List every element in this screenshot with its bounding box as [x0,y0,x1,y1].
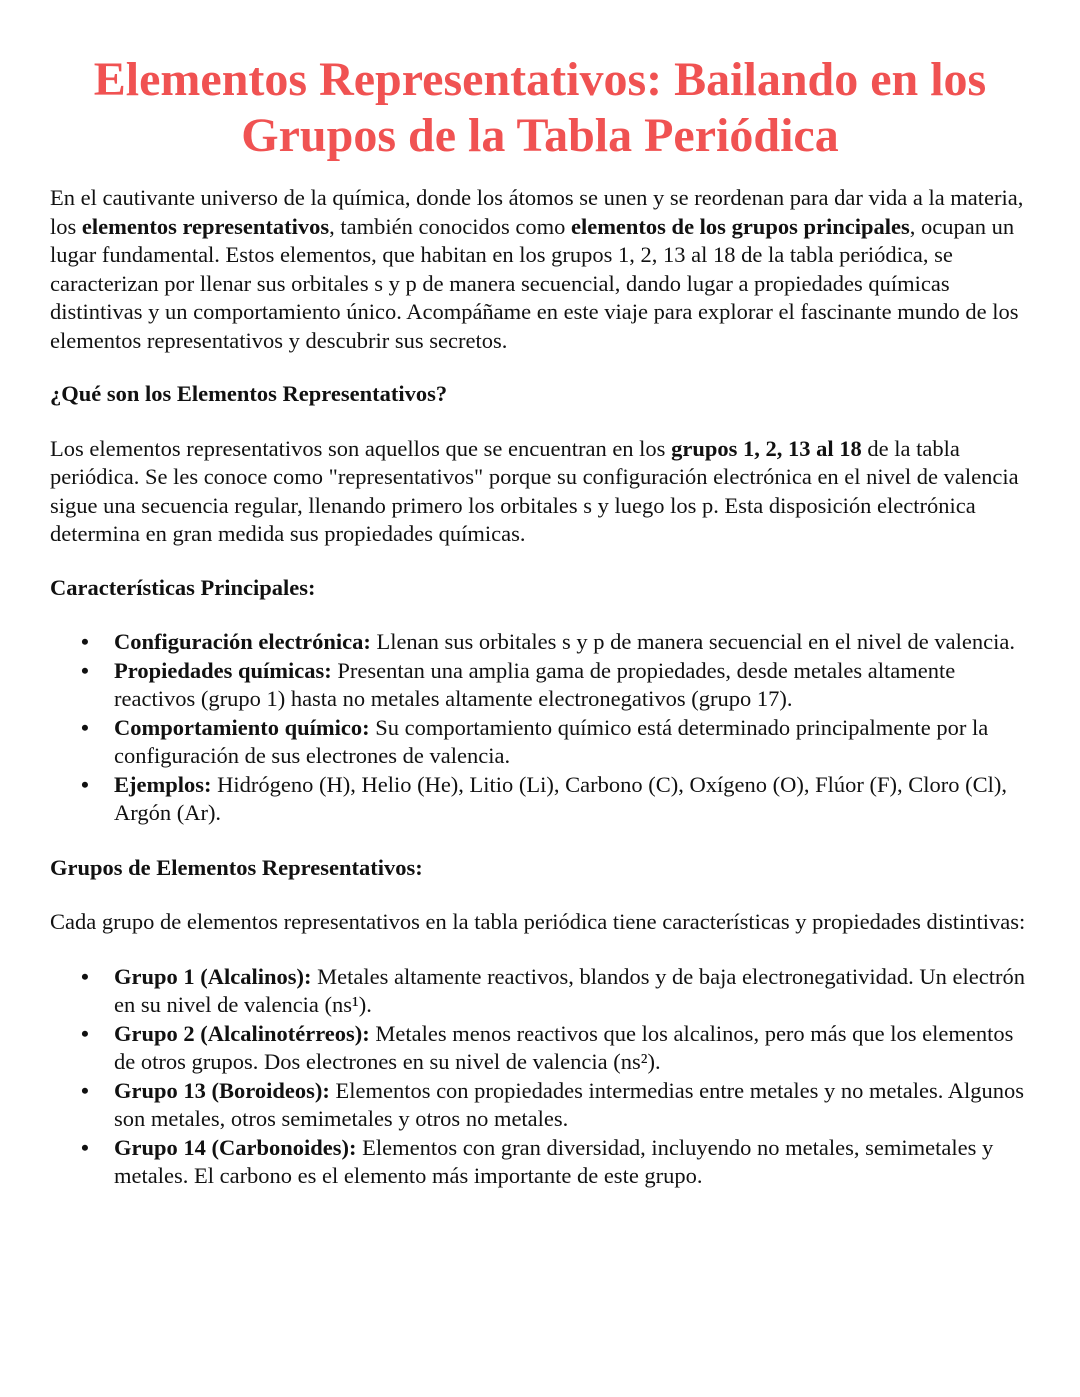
intro-paragraph [50,184,1030,355]
what-bold-1: grupos 1, 2, 13 al 18 [671,435,862,461]
item-label: Ejemplos: [114,771,212,797]
item-label: Propiedades químicas: [114,657,332,683]
item-label: Grupo 13 (Boroideos): [114,1077,330,1103]
section-heading-characteristics: Características Principales: [50,574,316,600]
item-text: Llenan sus orbitales s y p de manera secuencial en el nivel de valencia. [370,629,1015,654]
bullet-icon: • [81,1020,89,1046]
item-label: Comportamiento químico: [114,714,370,740]
bullet-icon: • [81,629,89,654]
intro-text-1: En el cautivante universo de la química, donde los átomos se unen y se reordenan para dar vida a la materia, los [50,185,1024,239]
document-title: Elementos Representativos: Bailando en los Grupos de la Tabla Periódica [93,53,987,162]
section-heading-what: ¿Qué son los Elementos Representativos? [50,381,448,406]
bullet-icon: • [81,657,89,683]
item-text: Elementos con gran diversidad, incluyendo no metales, semimetales y metales. El carbono es el elemento más importante de este grupo. [114,1134,994,1188]
item-text: Su comportamiento químico está determinado principalmente por la configuración de sus electrones de valencia. [114,714,989,768]
groups-intro-paragraph: Cada grupo de elementos representativos en la tabla periódica tiene características y propiedades distintivas: [50,909,1026,934]
list-item [81,1134,1030,1191]
list-item [81,714,1030,771]
bullet-icon: • [81,771,89,797]
list-item [81,963,1030,1020]
intro-bold-1: elementos representativos [81,213,330,239]
item-label: Grupo 1 (Alcalinos): [114,963,312,989]
list-item [81,628,1030,657]
item-label: Grupo 2 (Alcalinotérreos): [114,1020,370,1046]
characteristics-list [50,628,1030,828]
item-text: Metales altamente reactivos, blandos y de baja electronegatividad. Un electrón en su nivel de valencia (ns¹). [114,963,1025,1017]
list-item [81,657,1030,714]
intro-text-3: , ocupan un lugar fundamental. Estos elementos, que habitan en los grupos 1, 2, 13 al 18 de la tabla periódica, se caracterizan por llenar sus orbitales s y p de manera secuencial, dando lugar a propiedades químicas distintivas y un comportamiento único. Acompáñame en este viaje para explorar el fascinante mundo de los elementos representativos y descubrir sus secretos. [50,213,1019,353]
what-paragraph [50,435,1030,549]
list-item [81,1077,1030,1134]
bullet-icon: • [81,714,89,740]
intro-text-2: , también conocidos como [329,213,571,239]
intro-bold-2: elementos de los grupos principales [570,213,910,239]
bullet-icon: • [81,1077,89,1103]
list-item [81,1020,1030,1077]
item-text: Elementos con propiedades intermedias entre metales y no metales. Algunos son metales, otros semimetales y otros no metales. [114,1077,1025,1131]
section-heading-groups: Grupos de Elementos Representativos: [50,854,423,880]
item-text: Metales menos reactivos que los alcalinos, pero más que los elementos de otros grupos. Dos electrones en su nivel de valencia (ns²). [114,1020,1014,1074]
bullet-icon: • [81,1134,89,1160]
groups-list [50,963,1030,1191]
what-text-2: de la tabla periódica. Se les conoce como "representativos" porque su configuración electrónica en el nivel de valencia sigue una secuencia regular, llenando primero los orbitales s y luego los p. Esta disposición electrónica determina en gran medida sus propiedades químicas. [50,435,1019,546]
bullet-icon: • [81,963,89,989]
item-text: Presentan una amplia gama de propiedades, desde metales altamente reactivos (grupo 1) hasta no metales altamente electronegativos (grupo 17). [114,657,956,711]
list-item [81,771,1030,828]
item-text: Hidrógeno (H), Helio (He), Litio (Li), Carbono (C), Oxígeno (O), Flúor (F), Cloro (Cl), Argón (Ar). [114,771,1007,825]
item-label: Grupo 14 (Carbonoides): [114,1134,357,1160]
item-label: Configuración electrónica: [114,629,371,654]
what-text-1: Los elementos representativos son aquellos que se encuentran en los [50,435,672,461]
